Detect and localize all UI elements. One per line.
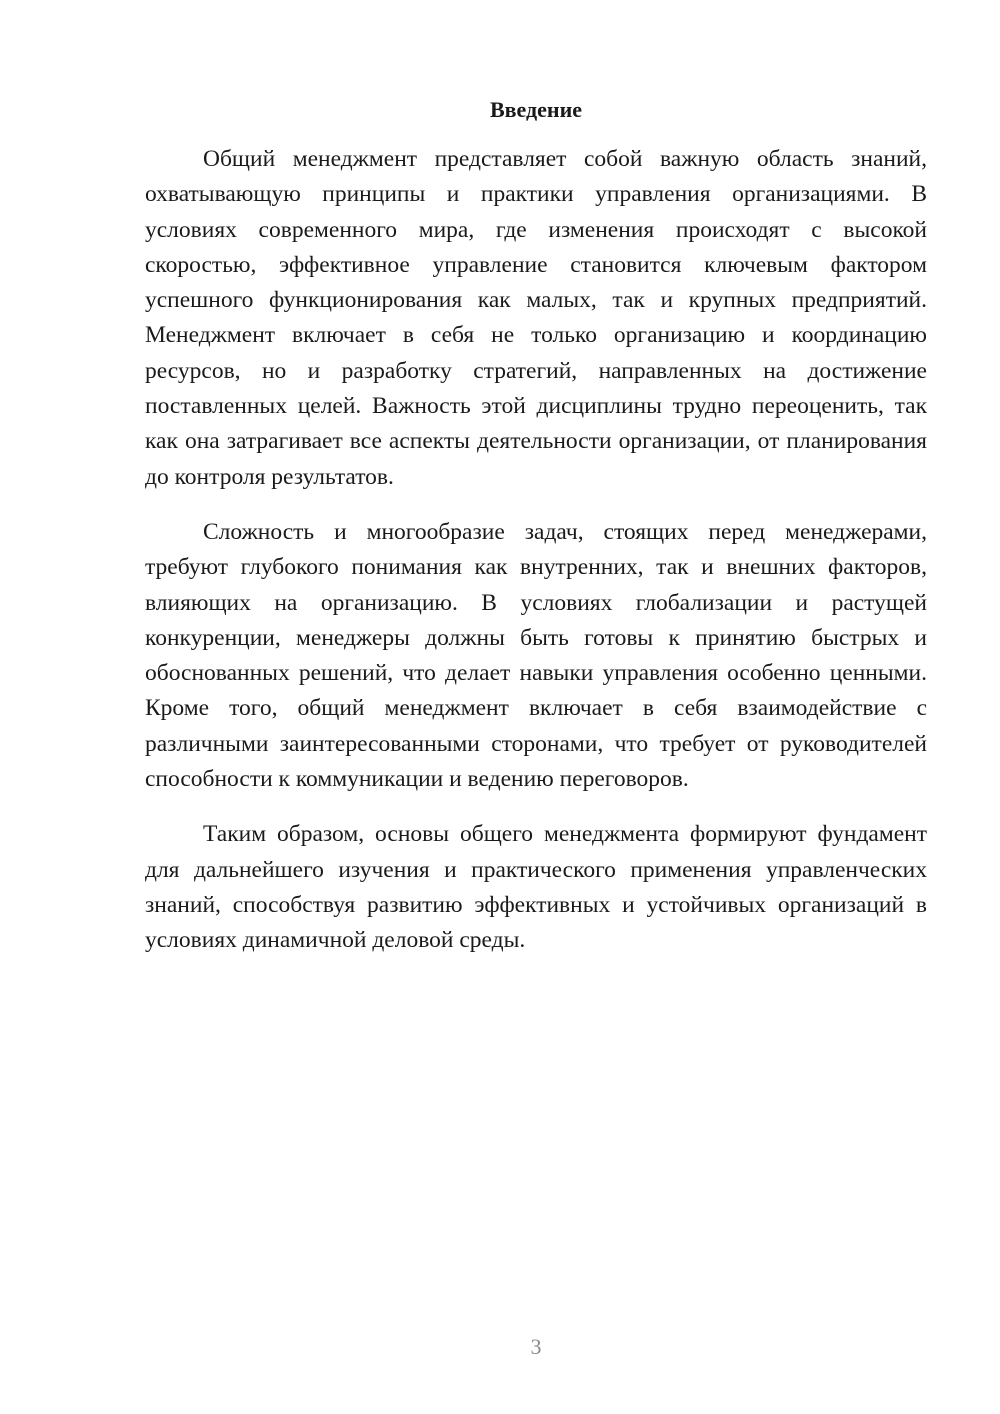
page-title: Введение bbox=[489, 97, 583, 122]
paragraph-1: Общий менеджмент представляет собой важную область знаний, охватывающую принципы и практики управления организациями. В условиях современного мира, где изменения происходят с высокой скоростью, эффективное управление становится ключевым фактором успешного функционирования как малых, так и крупных предприятий. Менеджмент включает в себя не только организацию и координацию ресурсов, но и разработку стратегий, направленных на достижение поставленных целей. Важность этой дисциплины трудно переоценить, так как она затрагивает все аспекты деятельности организации, от планирования до контроля результатов. bbox=[145, 146, 927, 490]
paragraph-2: Сложность и многообразие задач, стоящих перед менеджерами, требуют глубокого понимания как внутренних, так и внешних факторов, влияющих на организацию. В условиях глобализации и растущей конкуренции, менеджеры должны быть готовы к принятию быстрых и обоснованных решений, что делает навыки управления особенно ценными. Кроме того, общий менеджмент включает в себя взаимодействие с различными заинтересованными сторонами, что требует от руководителей способности к коммуникации и ведению переговоров. bbox=[145, 518, 927, 793]
paragraph-3: Таким образом, основы общего менеджмента формируют фундамент для дальнейшего изучения и практического применения управленческих знаний, способствуя развитию эффективных и устойчивых организаций в условиях динамичной деловой среды. bbox=[145, 821, 927, 954]
page-number: 3 bbox=[530, 1334, 542, 1359]
document-body bbox=[145, 142, 927, 979]
